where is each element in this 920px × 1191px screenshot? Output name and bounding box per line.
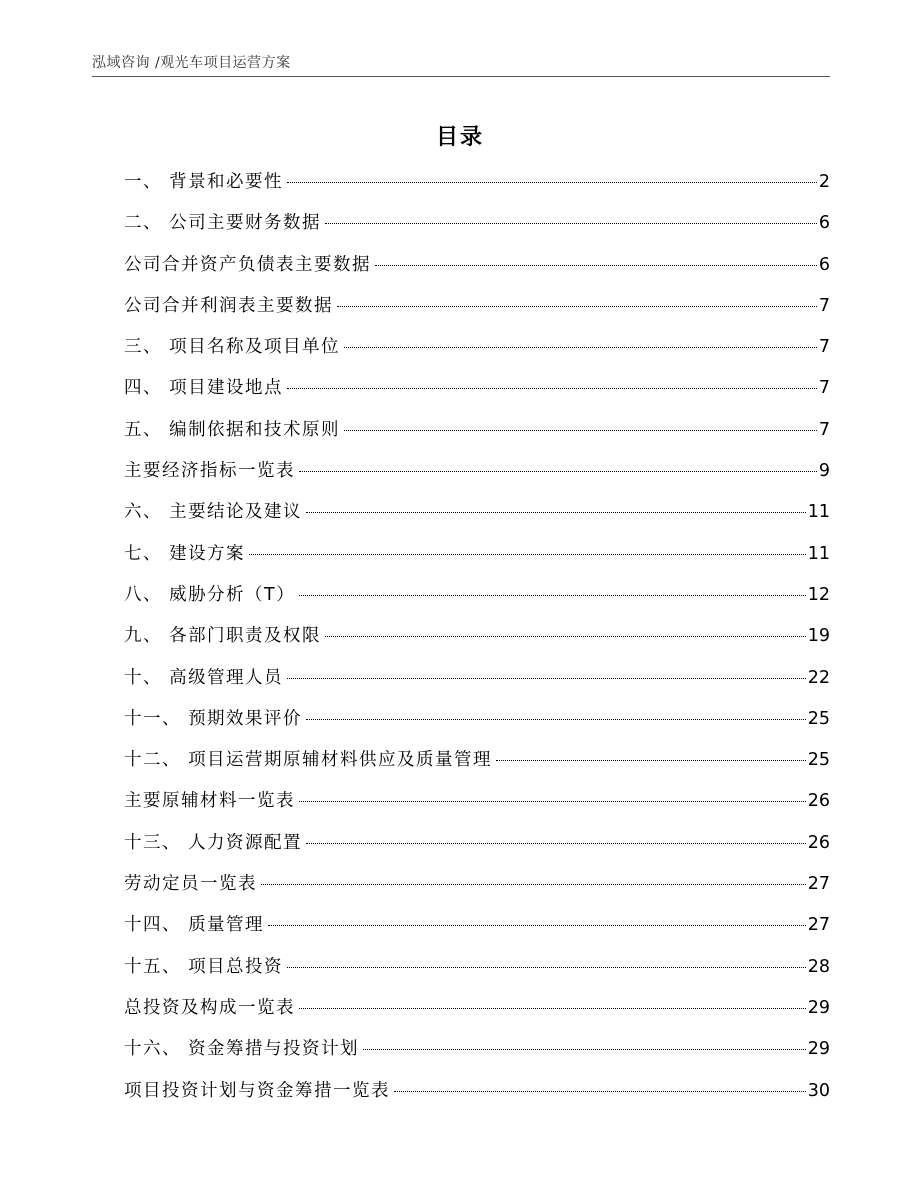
toc-entry[interactable] xyxy=(124,416,830,457)
toc-entry-page: 26 xyxy=(807,832,830,853)
toc-entry[interactable] xyxy=(124,622,830,663)
toc-entry[interactable] xyxy=(124,829,830,870)
dot-leader xyxy=(344,347,817,348)
toc-entry-label: 六、 主要结论及建议 xyxy=(124,502,303,523)
toc-entry-page: 11 xyxy=(807,502,830,523)
dot-leader xyxy=(363,1049,806,1050)
toc-entry[interactable] xyxy=(124,209,830,250)
dot-leader xyxy=(306,719,806,720)
toc-entry[interactable] xyxy=(124,1035,830,1076)
toc-entry[interactable] xyxy=(124,994,830,1035)
toc-entry-page: 6 xyxy=(818,213,830,234)
toc-entry-page: 27 xyxy=(807,915,830,936)
toc-entry[interactable] xyxy=(124,787,830,828)
dot-leader xyxy=(306,843,806,844)
dot-leader xyxy=(287,182,817,183)
toc-entry[interactable] xyxy=(124,746,830,787)
toc-entry[interactable] xyxy=(124,168,830,209)
dot-leader xyxy=(496,760,806,761)
toc-entry-label: 四、 项目建设地点 xyxy=(124,378,284,399)
dot-leader xyxy=(287,678,806,679)
toc-entry-page: 25 xyxy=(807,708,830,729)
dot-leader xyxy=(325,223,817,224)
toc-entry-label: 十三、 人力资源配置 xyxy=(124,832,303,853)
toc-entry[interactable] xyxy=(124,457,830,498)
toc-entry-page: 12 xyxy=(807,584,830,605)
toc-entry[interactable] xyxy=(124,953,830,994)
toc-entry-label: 十四、 质量管理 xyxy=(124,915,265,936)
table-of-contents xyxy=(124,168,830,1118)
toc-entry[interactable] xyxy=(124,292,830,333)
toc-entry-page: 29 xyxy=(807,1039,830,1060)
toc-entry[interactable] xyxy=(124,664,830,705)
toc-entry-page: 30 xyxy=(807,1080,830,1101)
toc-entry-label: 公司合并资产负债表主要数据 xyxy=(124,254,371,275)
toc-entry[interactable] xyxy=(124,374,830,415)
dot-leader xyxy=(394,1091,806,1092)
toc-entry-page: 2 xyxy=(818,172,830,192)
dot-leader xyxy=(299,595,805,596)
toc-entry[interactable] xyxy=(124,705,830,746)
toc-entry-label: 七、 建设方案 xyxy=(124,543,246,564)
toc-entry-label: 主要原辅材料一览表 xyxy=(124,791,295,812)
toc-entry-label: 项目投资计划与资金筹措一览表 xyxy=(124,1080,390,1101)
toc-entry-page: 11 xyxy=(807,543,830,564)
dot-leader xyxy=(268,925,806,926)
dot-leader xyxy=(299,801,806,802)
dot-leader xyxy=(287,967,806,968)
toc-entry-page: 29 xyxy=(807,997,830,1018)
toc-entry[interactable] xyxy=(124,870,830,911)
toc-entry[interactable] xyxy=(124,911,830,952)
header-divider xyxy=(92,76,830,77)
toc-entry-page: 7 xyxy=(818,419,830,440)
toc-entry[interactable] xyxy=(124,1077,830,1118)
toc-entry-page: 6 xyxy=(818,254,830,275)
toc-entry-page: 19 xyxy=(807,626,830,647)
toc-entry-label: 公司合并利润表主要数据 xyxy=(124,295,333,316)
dot-leader xyxy=(261,884,806,885)
toc-entry-label: 十、 高级管理人员 xyxy=(124,667,284,688)
toc-entry-page: 7 xyxy=(818,378,830,399)
dot-leader xyxy=(344,430,817,431)
toc-entry-label: 九、 各部门职责及权限 xyxy=(124,626,322,647)
toc-entry[interactable] xyxy=(124,333,830,374)
toc-entry-page: 25 xyxy=(807,750,830,771)
toc-entry-label: 十五、 项目总投资 xyxy=(124,956,284,977)
toc-entry-label: 十六、 资金筹措与投资计划 xyxy=(124,1039,360,1060)
toc-entry-page: 26 xyxy=(807,791,830,812)
toc-entry-label: 十二、 项目运营期原辅材料供应及质量管理 xyxy=(124,750,493,771)
toc-entry-page: 28 xyxy=(807,956,830,977)
running-header: 泓域咨询 /观光车项目运营方案 xyxy=(92,55,291,71)
toc-entry[interactable] xyxy=(124,581,830,622)
toc-entry-label: 总投资及构成一览表 xyxy=(124,997,295,1018)
toc-entry-label: 八、 威胁分析（T） xyxy=(124,584,296,605)
dot-leader xyxy=(375,265,817,266)
page-title: 目录 xyxy=(435,125,484,150)
toc-entry-label: 一、 背景和必要性 xyxy=(124,172,284,192)
toc-entry[interactable] xyxy=(124,498,830,539)
dot-leader xyxy=(325,636,806,637)
toc-entry-page: 7 xyxy=(818,337,830,358)
toc-entry-label: 五、 编制依据和技术原则 xyxy=(124,419,341,440)
toc-entry-page: 9 xyxy=(818,461,830,482)
toc-entry-label: 主要经济指标一览表 xyxy=(124,461,295,482)
toc-entry-label: 三、 项目名称及项目单位 xyxy=(124,337,341,358)
toc-entry-page: 22 xyxy=(807,667,830,688)
toc-entry-label: 二、 公司主要财务数据 xyxy=(124,213,322,234)
toc-entry-page: 27 xyxy=(807,874,830,895)
dot-leader xyxy=(287,388,817,389)
toc-entry-page: 7 xyxy=(818,295,830,316)
dot-leader xyxy=(337,306,817,307)
toc-entry[interactable] xyxy=(124,540,830,581)
dot-leader xyxy=(306,512,806,513)
dot-leader xyxy=(299,471,817,472)
dot-leader xyxy=(299,1008,806,1009)
toc-entry-label: 劳动定员一览表 xyxy=(124,874,257,895)
toc-entry[interactable] xyxy=(124,251,830,292)
toc-entry-label: 十一、 预期效果评价 xyxy=(124,708,303,729)
dot-leader xyxy=(249,554,806,555)
